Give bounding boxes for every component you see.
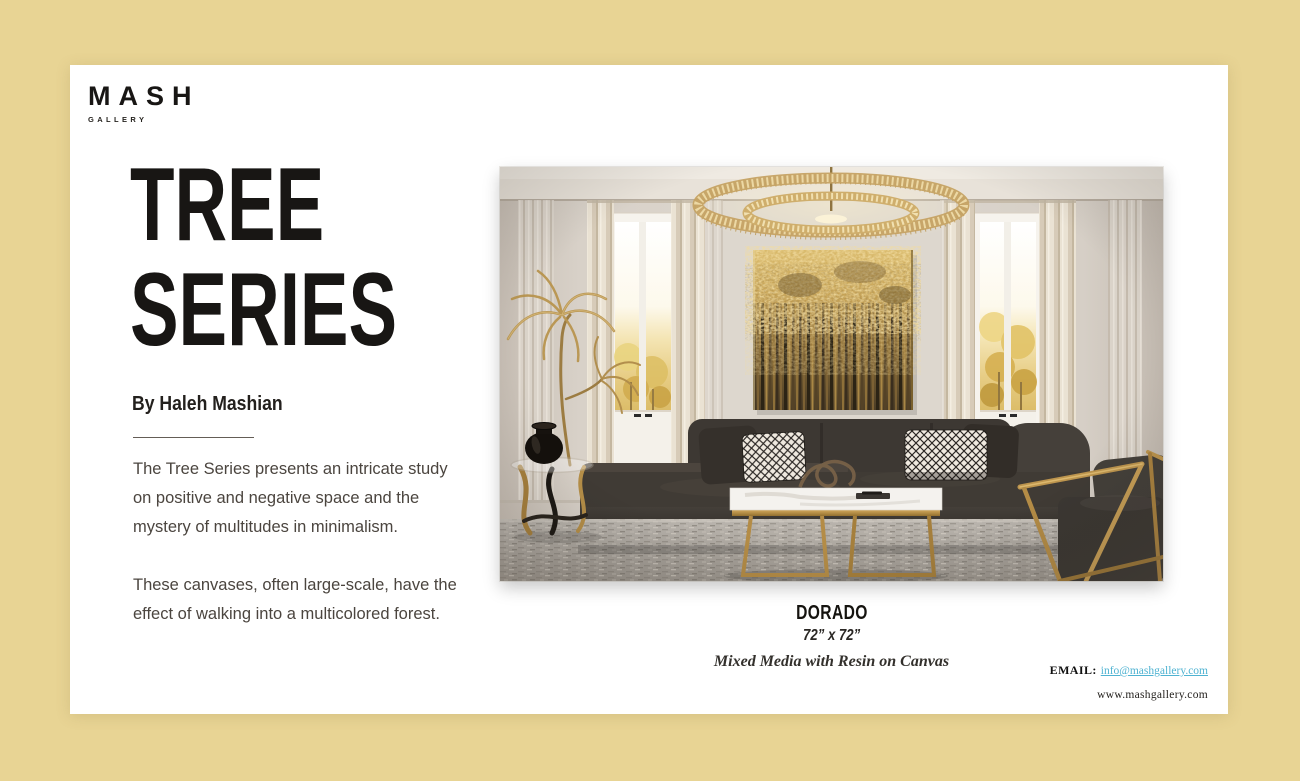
series-title-line2: SERIES (130, 252, 398, 369)
artist-byline: By Haleh Mashian (132, 393, 283, 415)
series-description (133, 455, 459, 658)
email-label: EMAIL: (1049, 663, 1097, 677)
photo-vignette (500, 167, 1163, 581)
logo-wordmark: MASH (88, 81, 200, 111)
artwork-room-photo (500, 167, 1163, 581)
artwork-dimensions: 72” x 72” (802, 627, 861, 644)
artwork-title: DORADO (795, 602, 868, 624)
website-text: www.mashgallery.com (1097, 689, 1208, 701)
series-title (130, 147, 398, 369)
brochure-page (70, 65, 1228, 714)
series-title-line1: TREE (130, 147, 325, 263)
email-line (1050, 661, 1208, 679)
description-paragraph-1: The Tree Series presents an intricate study on positive and negative space and the mystery of multitudes in minimalism. (133, 460, 448, 536)
description-paragraph-2: These canvases, often large-scale, have the effect of walking into a multicolored forest. (133, 576, 457, 623)
email-link[interactable]: info@mashgallery.com (1100, 665, 1208, 677)
divider-rule (133, 437, 254, 438)
artwork-medium: Mixed Media with Resin on Canvas (713, 653, 950, 670)
contact-block (1050, 661, 1208, 701)
logo-subtitle: GALLERY (88, 115, 148, 124)
mash-gallery-logo (88, 81, 200, 124)
